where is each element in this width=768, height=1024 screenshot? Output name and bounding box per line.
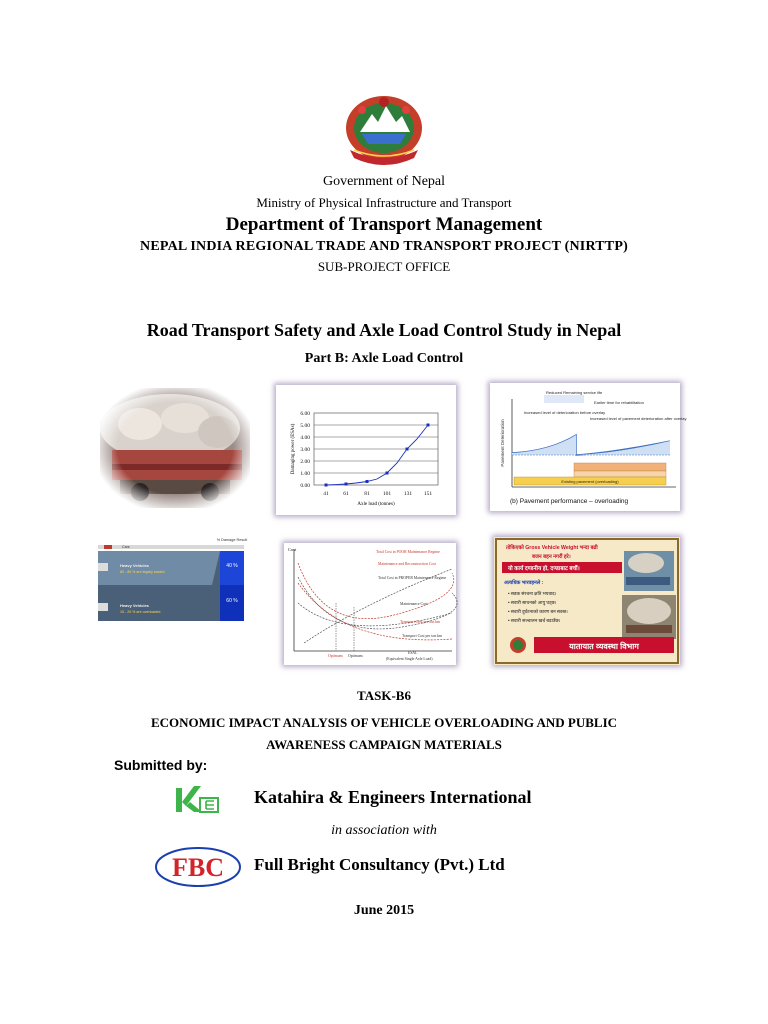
study-title: Road Transport Safety and Axle Load Control Study in Nepal bbox=[146, 320, 622, 340]
optimum-label-2: Optimum bbox=[348, 654, 363, 658]
task-title-line-2: AWARENESS CAMPAIGN MATERIALS bbox=[266, 737, 502, 752]
earlier-rehab-label: Earlier time for rehabilitation bbox=[594, 400, 644, 405]
x-axis-label: Axle load (tonnes) bbox=[357, 502, 395, 507]
cost-axis-label: Cost bbox=[288, 547, 297, 552]
y-tick-label: 0.00 bbox=[300, 483, 310, 489]
y-tick-label: 1.00 bbox=[300, 471, 310, 477]
reduced-service-life-label: Reduced Remaining service life bbox=[546, 390, 603, 395]
x-tick-label: 81 bbox=[364, 491, 370, 497]
pavement-caption: (b) Pavement performance – overloading bbox=[510, 498, 629, 505]
maintenance-cost-label: Maintenance Cost bbox=[400, 602, 428, 606]
damage-pct-top: 40 % bbox=[226, 563, 238, 569]
task-title-line-1: ECONOMIC IMPACT ANALYSIS OF VEHICLE OVERLOADING AND PUBLIC bbox=[150, 715, 618, 730]
fbc-logo-text: FBC bbox=[172, 853, 224, 882]
poster-item: • सवारी सञ्चालन खर्च बढाउँछ। bbox=[508, 618, 561, 623]
esal-label: ESAL bbox=[408, 651, 418, 655]
damage-pct-bottom: 60 % bbox=[226, 598, 238, 604]
poster-item: • सवारी दुर्घटनाको कारण बन सक्छ। bbox=[508, 609, 568, 614]
part-subtitle: Part B: Axle Load Control bbox=[304, 351, 464, 366]
x-tick-label: 101 bbox=[382, 491, 392, 497]
association-label: in association with bbox=[331, 823, 437, 838]
department-title: Department of Transport Management bbox=[225, 214, 543, 235]
x-tick-label: 61 bbox=[343, 491, 349, 497]
overloaded-truck-photo bbox=[100, 388, 250, 508]
transport-cost-label-red: Transport Cost per ton.km bbox=[400, 620, 440, 624]
nepal-government-emblem bbox=[340, 92, 428, 164]
esal-desc-label: (Equivalent Single Axle Load) bbox=[386, 657, 433, 661]
poster-item: • सडक संरचना क्षति भयवाद। bbox=[508, 591, 557, 596]
government-label: Government of Nepal bbox=[322, 174, 446, 189]
y-axis-label: Pavement Deterioration bbox=[500, 419, 505, 467]
poster-footer: यातायात व्यवस्था विभाग bbox=[569, 642, 639, 651]
x-tick-label: 131 bbox=[403, 491, 413, 497]
report-date: June 2015 bbox=[353, 903, 415, 918]
y-tick-label: 6.00 bbox=[300, 411, 310, 417]
submitted-by-label: Submitted by: bbox=[114, 757, 208, 773]
transport-cost-label: Transport Cost per ton.km bbox=[402, 634, 442, 638]
x-tick-label: 151 bbox=[423, 491, 433, 497]
truck-icon bbox=[98, 563, 108, 571]
transport-cost-chart bbox=[284, 543, 456, 665]
y-tick-label: 2.00 bbox=[300, 459, 310, 465]
existing-pavement-label: Existing pavement (overloading) bbox=[561, 479, 619, 484]
damage-share-chart bbox=[98, 535, 248, 621]
axle-load-chart bbox=[276, 385, 456, 515]
poster-item: • सवारी साधनको आयु घट्छ। bbox=[508, 600, 557, 605]
poster-headline-3: यो कार्य दण्डनीय हो, दण्डाबाट बचौं। bbox=[508, 566, 580, 572]
pavement-performance-chart bbox=[490, 383, 687, 511]
poster-headline-2: बजन बहन नगरौं हरे। bbox=[532, 554, 571, 560]
maintenance-reconstruction-label: Maintenance and Reconstruction Cost bbox=[378, 562, 436, 566]
heavy-vehicles-legal-desc: 80 - 85 % are legally loaded bbox=[120, 570, 165, 574]
heavy-vehicles-legal-title: Heavy Vehicles bbox=[120, 563, 149, 568]
car-icon bbox=[104, 545, 112, 549]
y-tick-label: 5.00 bbox=[300, 423, 310, 429]
heavy-vehicles-overloaded-title: Heavy Vehicles bbox=[120, 603, 149, 608]
consultant-primary: Katahira & Engineers International bbox=[254, 787, 532, 807]
increased-before-label: Increased level of deterioration before overlay bbox=[524, 410, 606, 415]
total-cost-proper-label: Total Cost in PROPER Maintenance Regime bbox=[378, 576, 447, 580]
x-tick-label: 41 bbox=[323, 491, 329, 497]
task-id: TASK-B6 bbox=[357, 688, 411, 703]
project-title: NEPAL INDIA REGIONAL TRADE AND TRANSPORT PROJECT (NIRTTP) bbox=[140, 239, 628, 254]
office-label: SUB-PROJECT OFFICE bbox=[317, 259, 451, 274]
damage-result-header: % Damage Result bbox=[216, 538, 248, 542]
awareness-poster bbox=[494, 537, 680, 665]
katahira-logo bbox=[172, 782, 222, 816]
increased-after-label: Increased level of pavement deterioration after overlay bbox=[590, 416, 687, 421]
cars-label: Cars bbox=[122, 545, 130, 549]
y-axis-label: Damaging power (ESAs) bbox=[291, 423, 296, 475]
optimum-label-1: Optimum bbox=[328, 654, 343, 658]
fbc-logo bbox=[154, 846, 242, 888]
ministry-label: Ministry of Physical Infrastructure and Transport bbox=[256, 195, 512, 210]
consultant-associate: Full Bright Consultancy (Pvt.) Ltd bbox=[254, 855, 505, 874]
y-tick-label: 4.00 bbox=[300, 435, 310, 441]
poster-list-title: अत्यधिक भारवहनले : bbox=[504, 580, 544, 586]
truck-icon bbox=[98, 603, 108, 611]
poster-headline-1: तोकिएको Gross Vehicle Weight भन्दा बढी bbox=[506, 545, 598, 551]
y-tick-label: 3.00 bbox=[300, 447, 310, 453]
total-cost-poor-label: Total Cost in POOR Maintenance Regime bbox=[376, 550, 440, 554]
heavy-vehicles-overloaded-desc: 15 - 20 % are overloaded bbox=[120, 610, 161, 614]
